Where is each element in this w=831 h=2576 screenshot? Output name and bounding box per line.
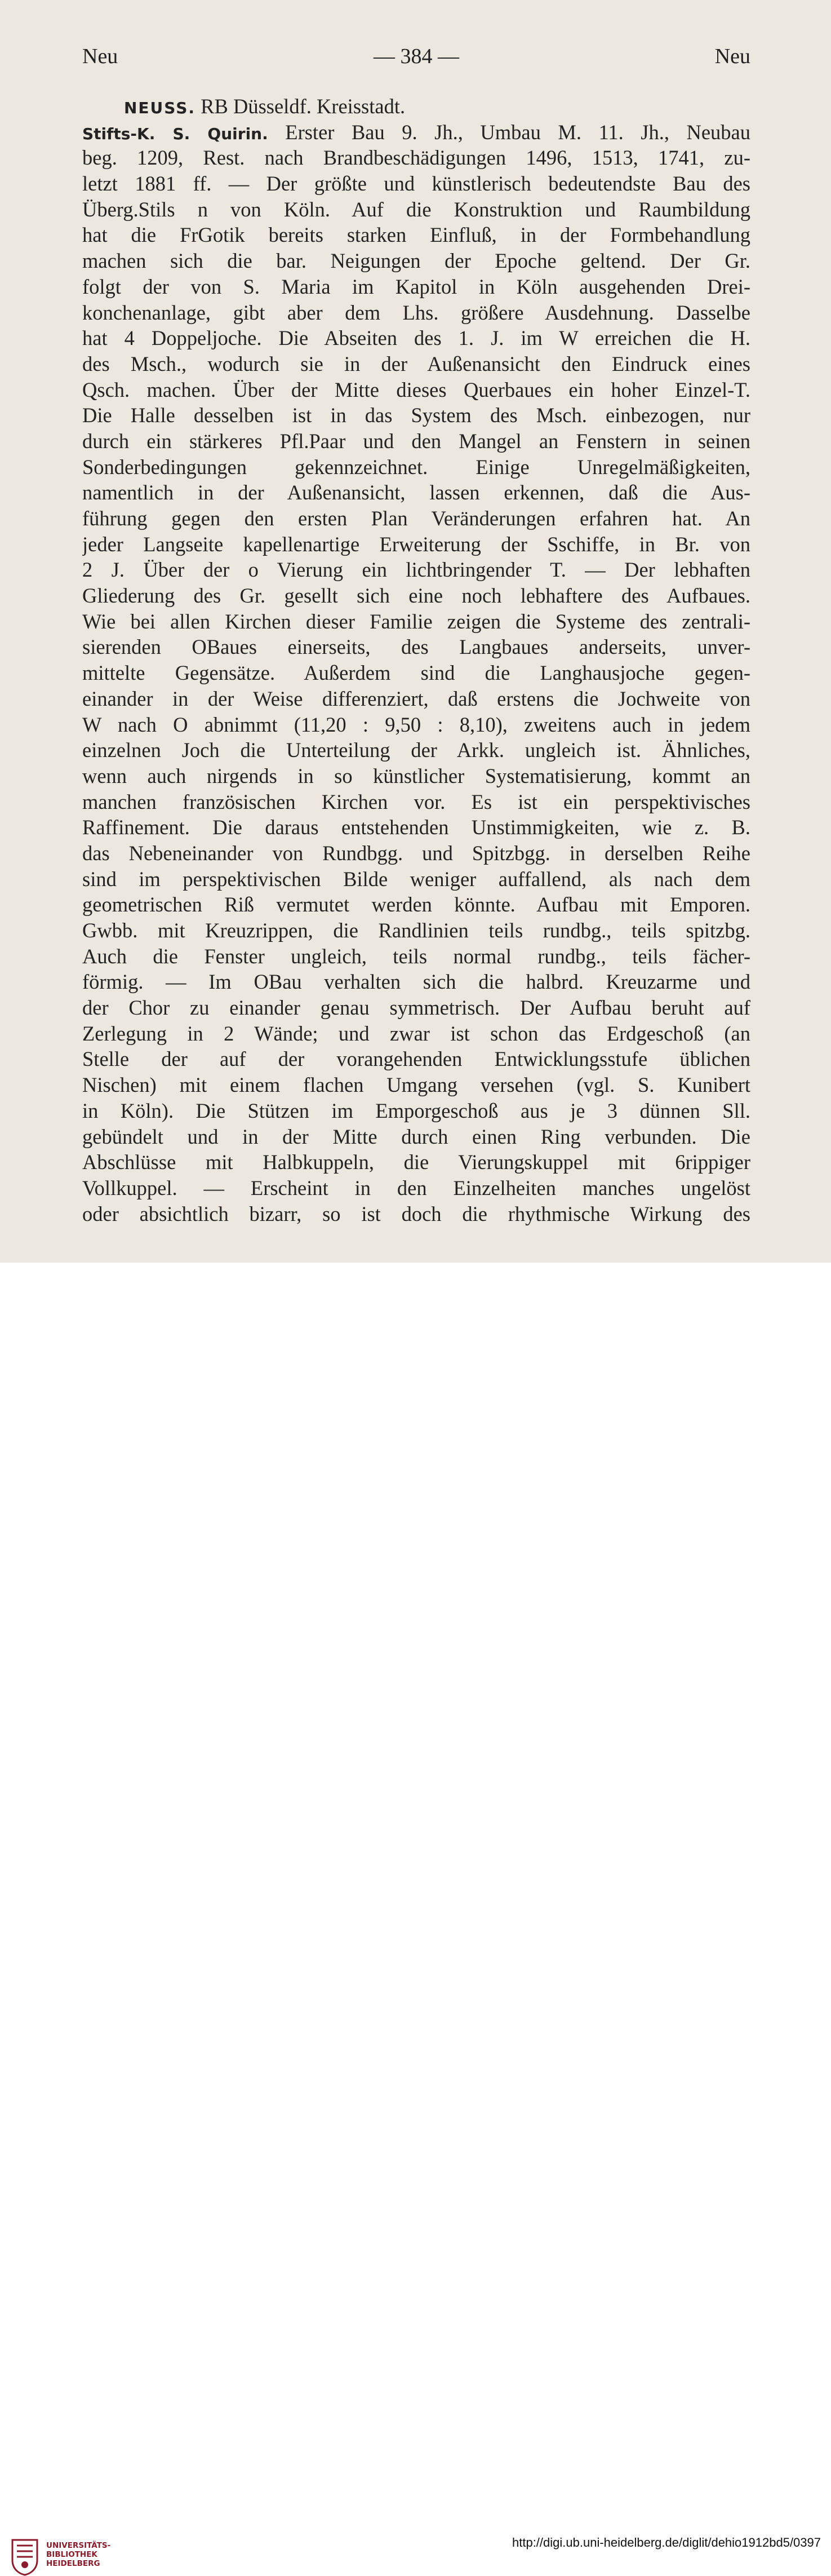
text-line: Zerlegung in 2 Wände; und zwar ist schon das Erdgeschoß (an: [82, 1021, 750, 1045]
scanned-page: [0, 0, 831, 1263]
source-url-link[interactable]: http://digi.ub.uni-heidelberg.de/diglit/dehio1912bd5/0397: [512, 2535, 821, 2550]
text-line: Nischen) mit einem flachen Umgang versehen (vgl. S. Kunibert: [82, 1073, 750, 1097]
text-line: W nach O abnimmt (11,20 : 9,50 : 8,10), zweitens auch in jedem: [82, 712, 750, 736]
text-line: geometrischen Riß vermutet werden könnte. Aufbau mit Emporen.: [82, 893, 750, 917]
page-number: — 384 —: [374, 45, 459, 68]
university-seal-icon: [10, 2538, 39, 2576]
text-line: wenn auch nirgends in so künstlicher Systematisierung, kommt an: [82, 764, 750, 787]
text-line: führung gegen den ersten Plan Veränderungen erfahren hat. An: [82, 507, 750, 530]
viewer-footer: [0, 1263, 831, 2568]
text-line: jeder Langseite kapellenartige Erweiterung der Sschiffe, in Br. von: [82, 532, 750, 556]
text-line: Die Halle desselben ist in das System des Msch. einbezogen, nur: [82, 404, 750, 427]
text-line: Qsch. machen. Über der Mitte dieses Querbaues ein hoher Einzel-T.: [82, 378, 750, 401]
text-line: förmig. — Im OBau verhalten sich die halbrd. Kreuzarme und: [82, 970, 750, 994]
entry-subheading-line: [82, 119, 750, 145]
text-line: Sonderbedingungen gekennzeichnet. Einige Unregelmäßigkeiten,: [82, 455, 750, 479]
text-line: des Msch., wodurch sie in der Außenansicht den Eindruck eines: [82, 352, 750, 375]
text-line: hat die FrGotik bereits starken Einfluß, in der Formbehandlung: [82, 223, 750, 247]
text-line: einzelnen Joch die Unterteilung der Arkk. ungleich ist. Ähnliches,: [82, 738, 750, 762]
running-head: [82, 44, 750, 78]
text-line: folgt der von S. Maria im Kapitol in Köln ausgehenden Drei-: [82, 275, 750, 298]
text-line: beg. 1209, Rest. nach Brandbeschädigungen 1496, 1513, 1741, zu-: [82, 146, 750, 170]
text-line: Raffinement. Die daraus entstehenden Unstimmigkeiten, wie z. B.: [82, 816, 750, 839]
text-line: letzt 1881 ff. — Der größte und künstlerisch bedeutendste Bau des: [82, 172, 750, 196]
text-line: 2 J. Über der o Vierung ein lichtbringender T. — Der lebhaften: [82, 558, 750, 582]
text-line: in Köln). Die Stützen im Emporgeschoß aus je 3 dünnen Sll.: [82, 1099, 750, 1122]
entry-heading-line: [82, 94, 750, 119]
text-line: durch ein stärkeres Pfl.Paar und den Mangel an Fenstern in seinen: [82, 429, 750, 453]
text-line: konchenanlage, gibt aber dem Lhs. größere Ausdehnung. Dasselbe: [82, 300, 750, 324]
text-line: Überg.Stils n von Köln. Auf die Konstruktion und Raumbildung: [82, 197, 750, 221]
text-line: hat 4 Doppeljoche. Die Abseiten des 1. J. im W erreichen die H.: [82, 326, 750, 350]
library-name-line: HEIDELBERG: [46, 2559, 100, 2568]
running-head-left: Neu: [82, 45, 118, 68]
text-line: Vollkuppel. — Erscheint in den Einzelheiten manches ungelöst: [82, 1176, 750, 1200]
text-line: manchen französischen Kirchen vor. Es ist ein perspektivisches: [82, 790, 750, 813]
text-line: Abschlüsse mit Halbkuppeln, die Vierungskuppel mit 6rippiger: [82, 1150, 750, 1174]
text-line: gebündelt und in der Mitte durch einen Ring verbunden. Die: [82, 1125, 750, 1148]
text-line: das Nebeneinander von Rundbgg. und Spitzbgg. in derselben Reihe: [82, 841, 750, 865]
text-line: Auch die Fenster ungleich, teils normal rundbg., teils fächer-: [82, 944, 750, 968]
text-line: Erster Bau 9. Jh., Umbau M. 11. Jh., Neubau: [268, 120, 750, 144]
entry-subheading: Stifts-K. S. Quirin.: [82, 124, 268, 143]
text-line: Gliederung des Gr. gesellt sich eine noch lebhaftere des Aufbaues.: [82, 584, 750, 608]
text-line: namentlich in der Außenansicht, lassen erkennen, daß die Aus-: [82, 481, 750, 504]
library-name-line: UNIVERSITÄTS-: [46, 2541, 111, 2550]
running-head-right: Neu: [714, 45, 750, 68]
text-line: einander in der Weise differenziert, daß erstens die Jochweite von: [82, 687, 750, 710]
text-line: Gwbb. mit Kreuzrippen, die Randlinien teils rundbg., teils spitzbg.: [82, 919, 750, 942]
library-name: [46, 2541, 110, 2568]
entry-heading: NEUSS.: [124, 99, 196, 117]
text-line: sind im perspektivischen Bilde weniger auffallend, als nach dem: [82, 867, 750, 891]
text-line: oder absichtlich bizarr, so ist doch die rhythmische Wirkung des: [82, 1202, 750, 1225]
text-line: der Chor zu einander genau symmetrisch. Der Aufbau beruht auf: [82, 996, 750, 1020]
library-name-line: BIBLIOTHEK: [46, 2550, 97, 2559]
text-line: sierenden OBaues einerseits, des Langbaues anderseits, unver-: [82, 635, 750, 659]
text-line: Wie bei allen Kirchen dieser Familie zeigen die Systeme des zentrali-: [82, 609, 750, 633]
entry-text: [82, 94, 750, 1227]
entry-heading-rest: RB Düsseldf. Kreisstadt.: [195, 95, 406, 118]
text-line: Stelle der auf der vorangehenden Entwicklungsstufe üblichen: [82, 1047, 750, 1071]
text-line: mittelte Gegensätze. Außerdem sind die Langhausjoche gegen-: [82, 661, 750, 685]
text-line: machen sich die bar. Neigungen der Epoche geltend. Der Gr.: [82, 249, 750, 273]
